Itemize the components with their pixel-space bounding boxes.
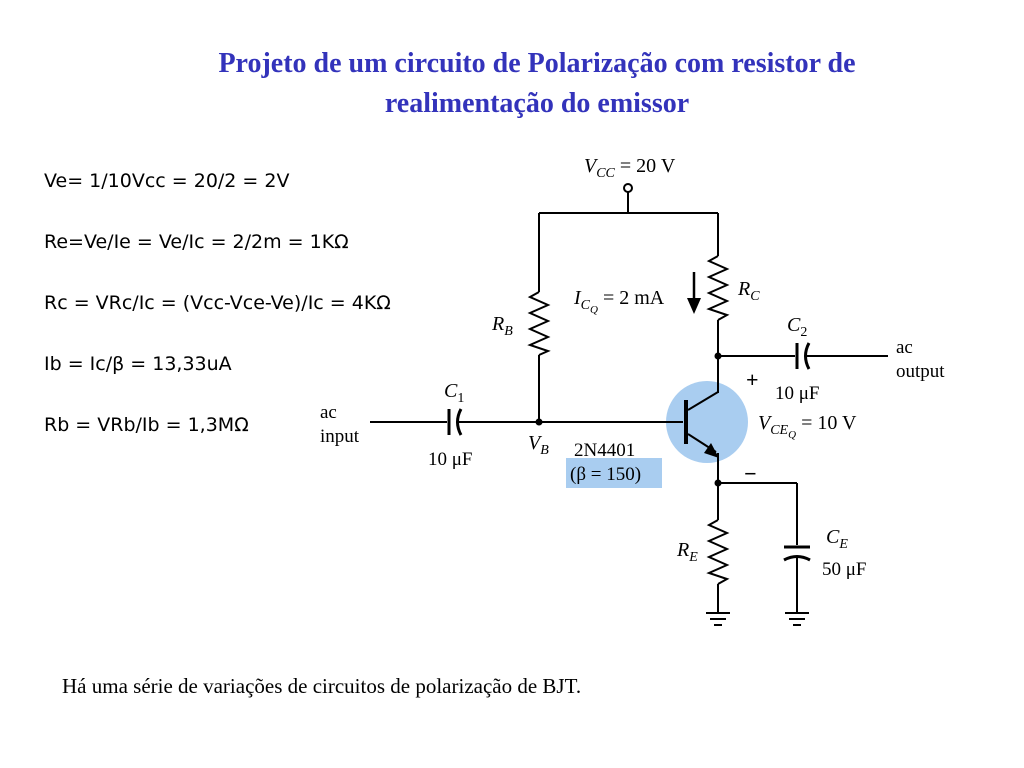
vcc-terminal [624,184,632,192]
ce-value: 50 μF [822,559,867,580]
vce-minus-sign: − [744,461,757,486]
c1-label: $C_1$ [444,380,465,406]
ground-icon [706,613,730,625]
equation-re: Re=Ve/Ie = Ve/Ic = 2/2m = 1KΩ [44,231,349,253]
transistor-model-label: 2N4401 [574,440,636,461]
junction-dot [715,353,722,360]
title-line-1: Projeto de um circuito de Polarização com resistor de [218,48,856,79]
rc-resistor [709,256,727,320]
ac-input-label-2: input [320,426,360,447]
re-resistor [709,520,727,584]
transistor-beta-label: (β = 150) [570,464,642,485]
ground-icon [785,613,809,625]
ac-output-label-1: ac [896,337,913,358]
rb-label: $R_B$ [492,313,513,339]
rc-label: $R_C$ [738,278,760,304]
c2-label: $C_2$ [787,314,808,340]
equation-ve: Ve= 1/10Vcc = 20/2 = 2V [44,170,290,192]
junction-dot [536,419,543,426]
equation-ib: Ib = Ic/β = 13,33uA [44,353,232,375]
ce-label: $C_E$ [826,526,848,552]
junction-dot [715,480,722,487]
vceq-label: $V_{CEQ} = 10$ V [758,412,857,441]
ac-input-label-1: ac [320,402,337,423]
vce-plus-sign: + [746,367,759,392]
rb-resistor [530,292,548,355]
ac-output-label-2: output [896,361,945,382]
title-line-2: realimentação do emissor [384,88,690,119]
vcc-label: $V_{CC} = 20$ V [584,155,676,181]
footer-text: Há uma série de variações de circuitos de polarização de BJT. [62,674,582,698]
down-arrow-icon [687,298,701,314]
c1-value: 10 μF [428,449,473,470]
equation-rc: Rc = VRc/Ic = (Vcc-Vce-Ve)/Ic = 4KΩ [44,292,391,314]
vb-label: $V_B$ [528,432,549,458]
equation-rb: Rb = VRb/Ib = 1,3MΩ [44,414,249,436]
c2-value: 10 μF [775,383,820,404]
icq-label: $I_{CQ} = 2$ mA [574,287,665,316]
re-label: $R_E$ [677,539,698,565]
